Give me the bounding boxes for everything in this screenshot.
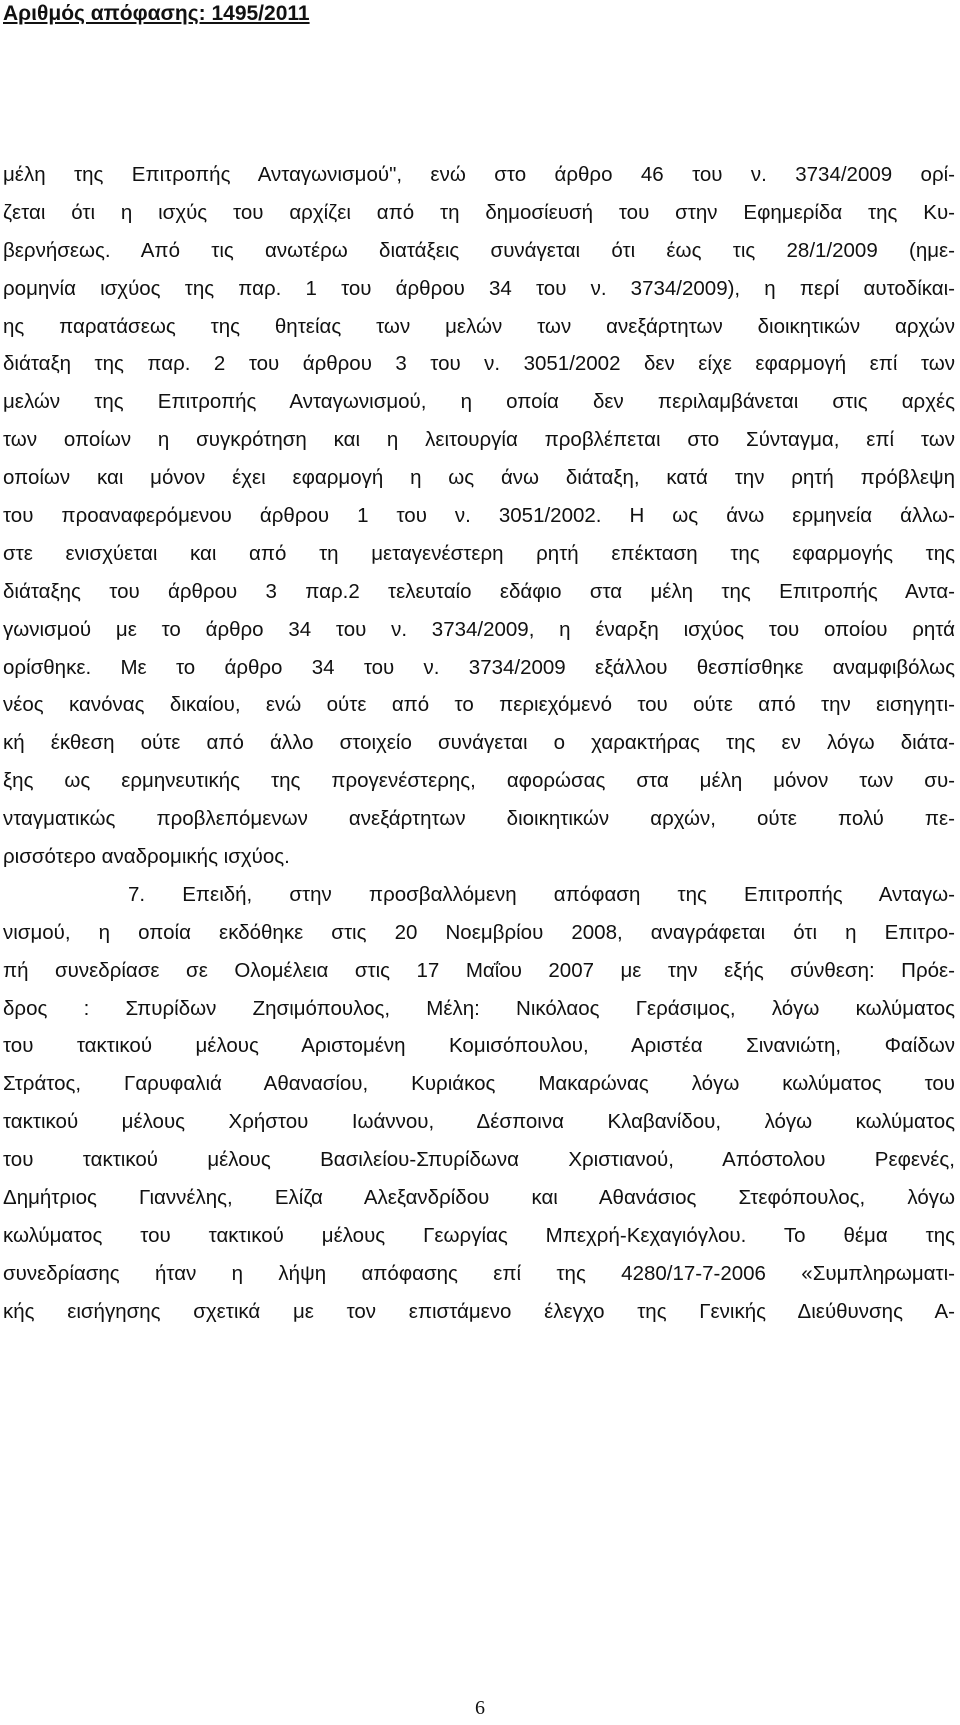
text-line: του προαναφερόμενου άρθρου 1 του ν. 3051/2002. Η ως άνω ερμηνεία άλλω-	[3, 504, 955, 528]
page-header-title: Αριθμός απόφασης: 1495/2011	[3, 2, 310, 25]
text-line: μέλη της Επιτροπής Ανταγωνισμού", ενώ στο άρθρο 46 του ν. 3734/2009 ορί-	[3, 163, 955, 186]
text-line: του τακτικού μέλους Αριστομένη Κομισόπουλου, Αριστέα Σινανιώτη, Φαίδων	[3, 1034, 955, 1058]
text-line: ης παρατάσεως της θητείας των μελών των ανεξάρτητων διοικητικών αρχών	[3, 314, 955, 338]
text-line-paragraph-start: 7. Επειδή, στην προσβαλλόμενη απόφαση της Επιτροπής Ανταγω-	[128, 882, 955, 906]
text-line: κή έκθεση ούτε από άλλο στοιχείο συνάγεται ο χαρακτήρας της εν λόγω διάτα-	[3, 731, 955, 755]
text-line: Δημήτριος Γιαννέλης, Ελίζα Αλεξανδρίδου και Αθανάσιος Στεφόπουλος, λόγω	[3, 1186, 955, 1210]
text-line: γωνισμού με το άρθρο 34 του ν. 3734/2009, η έναρξη ισχύος του οποίου ρητά	[3, 617, 955, 641]
text-line: ξης ως ερμηνευτικής της προγενέστερης, αφορώσας στα μέλη μόνον των συ-	[3, 769, 955, 793]
text-line: κωλύματος του τακτικού μέλους Γεωργίας Μπεχρή-Κεχαγιόγλου. Το θέμα της	[3, 1223, 955, 1247]
text-line: βερνήσεως. Από τις ανωτέρω διατάξεις συνάγεται ότι έως τις 28/1/2009 (ημε-	[3, 238, 955, 262]
text-line: δρος : Σπυρίδων Ζησιμόπουλος, Μέλη: Νικόλαος Γεράσιμος, λόγω κωλύματος	[3, 996, 955, 1020]
text-line: διάταξη της παρ. 2 του άρθρου 3 του ν. 3051/2002 δεν είχε εφαρμογή επί των	[3, 352, 955, 376]
document-body	[3, 156, 955, 1331]
text-line-paragraph-end: ρισσότερο αναδρομικής ισχύος.	[3, 845, 290, 869]
text-line: στε ενισχύεται και από τη μεταγενέστερη ρητή επέκταση της εφαρμογής της	[3, 541, 955, 565]
text-line: κής εισήγησης σχετικά με τον επιστάμενο έλεγχο της Γενικής Διεύθυνσης Α-	[3, 1299, 955, 1323]
text-line: ζεται ότι η ισχύς του αρχίζει από τη δημοσίευσή του στην Εφημερίδα της Κυ-	[3, 200, 955, 224]
text-line: Στράτος, Γαρυφαλιά Αθανασίου, Κυριάκος Μακαρώνας λόγω κωλύματος του	[3, 1072, 955, 1096]
text-line: των οποίων η συγκρότηση και η λειτουργία προβλέπεται στο Σύνταγμα, επί των	[3, 428, 955, 452]
text-line: διάταξης του άρθρου 3 παρ.2 τελευταίο εδάφιο στα μέλη της Επιτροπής Αντα-	[3, 579, 955, 603]
text-line: ρομηνία ισχύος της παρ. 1 του άρθρου 34 του ν. 3734/2009), η περί αυτοδίκαι-	[3, 276, 955, 300]
text-line: τακτικού μέλους Χρήστου Ιωάννου, Δέσποινα Κλαβανίδου, λόγω κωλύματος	[3, 1110, 955, 1134]
text-line: πή συνεδρίασε σε Ολομέλεια στις 17 Μαΐου 2007 με την εξής σύνθεση: Πρόε-	[3, 958, 955, 982]
text-line: νταγματικώς προβλεπόμενων ανεξάρτητων διοικητικών αρχών, ούτε πολύ πε-	[3, 807, 955, 831]
text-line: νέος κανόνας δικαίου, ενώ ούτε από το περιεχόμενό του ούτε από την εισηγητι-	[3, 693, 955, 717]
text-line: του τακτικού μέλους Βασιλείου-Σπυρίδωνα Χριστιανού, Απόστολου Ρεφενές,	[3, 1148, 955, 1172]
text-line: νισμού, η οποία εκδόθηκε στις 20 Νοεμβρίου 2008, αναγράφεται ότι η Επιτρο-	[3, 920, 955, 944]
text-line: ορίσθηκε. Με το άρθρο 34 του ν. 3734/2009 εξάλλου θεσπίσθηκε αναμφιβόλως	[3, 655, 955, 679]
text-line: οποίων και μόνον έχει εφαρμογή η ως άνω διάταξη, κατά την ρητή πρόβλεψη	[3, 466, 955, 490]
text-line: μελών της Επιτροπής Ανταγωνισμού, η οποία δεν περιλαμβάνεται στις αρχές	[3, 390, 955, 414]
text-line: συνεδρίασης ήταν η λήψη απόφασης επί της 4280/17-7-2006 «Συμπληρωματι-	[3, 1261, 955, 1285]
page-number: 6	[475, 1697, 485, 1719]
